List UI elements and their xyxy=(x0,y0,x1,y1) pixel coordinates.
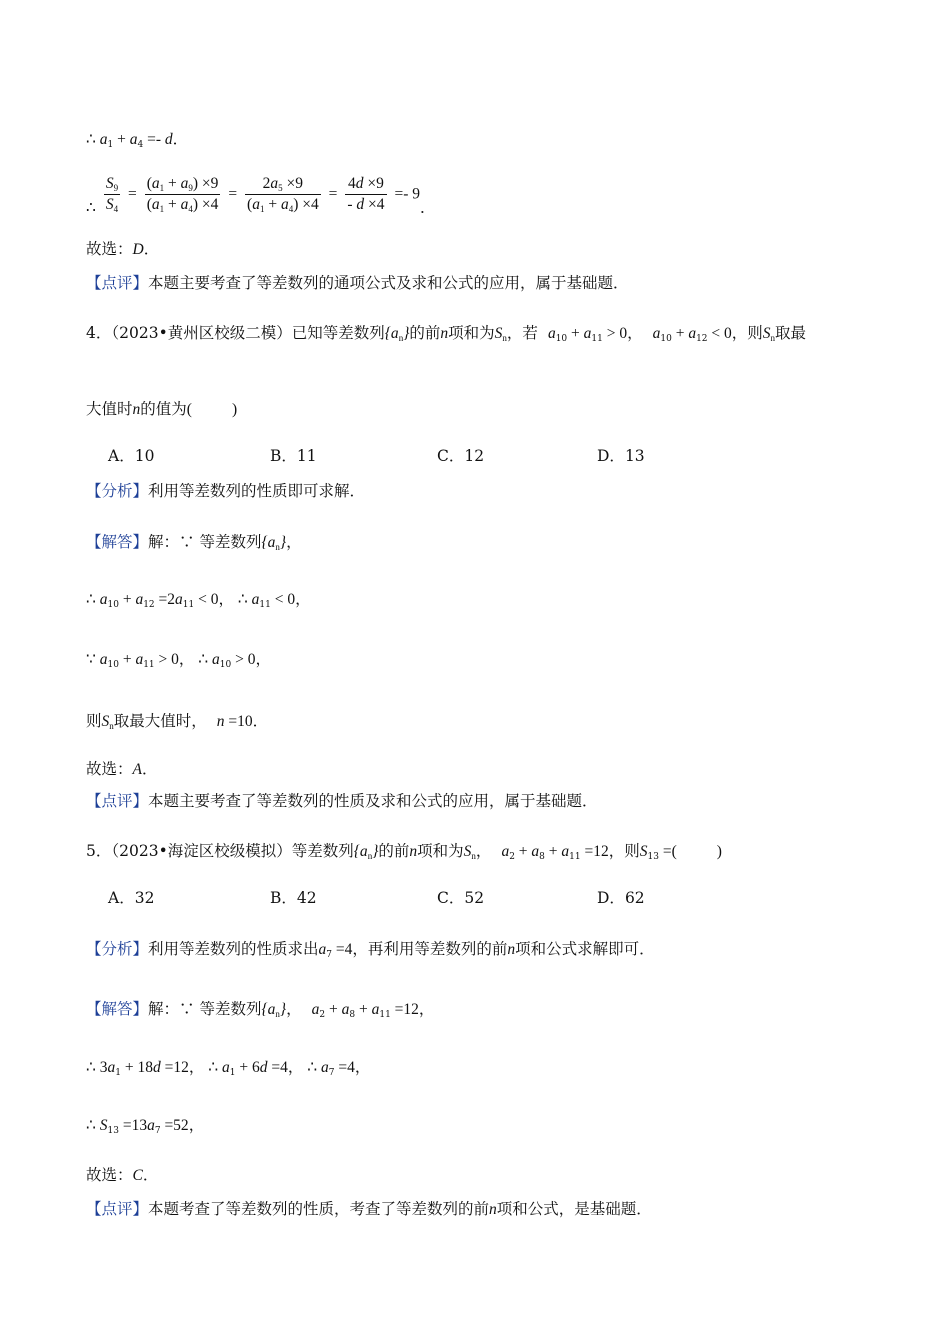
option-label: A． xyxy=(108,889,135,907)
q4-option-a xyxy=(108,444,154,466)
q4-review xyxy=(86,790,598,812)
step-text: 则 xyxy=(86,712,102,730)
q4-number: 4． xyxy=(86,324,112,342)
q5-option-c xyxy=(437,886,484,908)
q5-option-d xyxy=(597,886,645,908)
analysis-text: 利用等差数列的性质求出 xyxy=(148,940,319,958)
q5-source: （2023•海淀区校级模拟） xyxy=(111,842,292,860)
option-value: 42 xyxy=(296,889,317,907)
q3-step-a1-a4: ∴ $a_1 + a_4 =- d$． xyxy=(86,130,189,150)
q4-stem-text: 的值为 xyxy=(140,400,187,418)
review-text: 本题主要考查了等差数列的通项公式及求和公式的应用，属于基础题． xyxy=(148,274,629,292)
q5-stem-text: 的前 xyxy=(378,842,410,860)
q4-stem-text: ，若 xyxy=(506,324,538,342)
q4-stem-text: 的前 xyxy=(409,324,441,342)
option-label: B． xyxy=(270,889,297,907)
q4-source: （2023•黄州区校级二模） xyxy=(111,324,292,342)
option-value: 13 xyxy=(624,447,645,465)
answer-letter: C xyxy=(132,1167,143,1184)
solution-intro: 解：∵ 等差数列 xyxy=(148,533,262,551)
q4-stem-text: 大值时 xyxy=(86,400,133,418)
q3-fraction-line: ∴ $\frac{S_9}{S_4}$ = $\frac{(a_1 + a_9) \times 9}{(a_1 + a_4) \times 4}$ = $\frac{2a_5 \times 9}{(a_1 + a_4) \times 4}$ = $\frac{4d \times 9}{- d \times 4}$ =- 9． xyxy=(86,175,436,217)
q5-stem-text: ，则 xyxy=(608,842,640,860)
answer-label: 故选： xyxy=(86,240,133,258)
q5-solution-intro: 【解答】解：∵ 等差数列$\{a_n\}$， $a_2 + a_8 + a_{11} =12$， xyxy=(86,1000,435,1020)
q4-stem-text: 取最 xyxy=(775,324,807,342)
q4-option-b xyxy=(270,444,317,466)
solution-tag: 【解答】 xyxy=(86,1000,149,1018)
q5-stem-text: ， xyxy=(475,842,492,860)
answer-label: 故选： xyxy=(86,1166,133,1184)
q4-stem-line2: 大值时n的值为( ) xyxy=(86,400,238,418)
analysis-tag: 【分析】 xyxy=(86,482,149,500)
option-label: B． xyxy=(270,447,297,465)
analysis-tag: 【分析】 xyxy=(86,940,149,958)
review-tag: 【点评】 xyxy=(86,1200,149,1218)
q4-step1: ∴ $a_{10} + a_{12} =2a_{11} < 0$， ∴ $a_{11} < 0$， xyxy=(86,590,311,610)
q4-stem-line1: 4．（2023•黄州区校级二模）已知等差数列$\{a_n\}$的前n项和为$S_n$，若 $a_{10} + a_{11} > 0$， $a_{10} + a_{12} < 0$，则$S_n$取最 xyxy=(86,324,807,344)
review-text: 本题主要考查了等差数列的性质及求和公式的应用，属于基础题． xyxy=(148,792,598,810)
q4-stem-text: ，则 xyxy=(731,324,763,342)
q3-answer: 故选：D． xyxy=(86,240,160,258)
q5-review: 【点评】本题考查了等差数列的性质，考查了等差数列的前n项和公式，是基础题． xyxy=(86,1200,652,1218)
q4-solution-intro: 【解答】解：∵ 等差数列$\{a_n\}$， xyxy=(86,533,302,552)
q4-stem-text: ， xyxy=(627,324,643,342)
analysis-text: 利用等差数列的性质即可求解． xyxy=(148,482,366,500)
step-text: 取最大值时， xyxy=(113,712,207,730)
q5-step1: ∴ $3a_1 + 18d =12$， ∴ $a_1 + 6d =4$， ∴ $a_7 =4$， xyxy=(86,1058,371,1078)
answer-letter: A xyxy=(132,761,142,778)
option-label: D． xyxy=(597,447,625,465)
q5-analysis: 【分析】利用等差数列的性质求出$a_7 =4$，再利用等差数列的前n项和公式求解即可． xyxy=(86,940,655,960)
solution-tag: 【解答】 xyxy=(86,533,149,551)
answer-label: 故选： xyxy=(86,760,133,778)
review-tag: 【点评】 xyxy=(86,274,149,292)
review-text: 项和公式，是基础题． xyxy=(496,1200,652,1218)
review-tag: 【点评】 xyxy=(86,792,149,810)
option-label: D． xyxy=(597,889,625,907)
q4-option-c xyxy=(437,444,484,466)
answer-letter: D xyxy=(132,241,144,258)
q3-review xyxy=(86,272,629,294)
q5-answer: 故选：C． xyxy=(86,1166,159,1184)
analysis-text: 项和公式求解即可． xyxy=(515,940,655,958)
option-value: 52 xyxy=(464,889,485,907)
option-value: 11 xyxy=(296,447,317,465)
solution-intro: 解：∵ 等差数列 xyxy=(148,1000,262,1018)
option-label: C． xyxy=(437,889,465,907)
q4-step2: ∵ $a_{10} + a_{11} > 0$， ∴ $a_{10} > 0$， xyxy=(86,650,272,670)
option-value: 12 xyxy=(464,447,485,465)
option-value: 10 xyxy=(134,447,155,465)
q5-step2: ∴ $S_{13} =13a_7 =52$， xyxy=(86,1116,205,1136)
q5-number: 5． xyxy=(86,842,112,860)
option-label: A． xyxy=(108,447,135,465)
option-value: 62 xyxy=(624,889,645,907)
q4-option-d xyxy=(597,444,645,466)
q5-stem-text: 等差数列 xyxy=(291,842,354,860)
q5-option-a xyxy=(108,886,154,908)
analysis-text: ，再利用等差数列的前 xyxy=(352,940,508,958)
q4-stem-text: 项和为 xyxy=(448,324,495,342)
option-value: 32 xyxy=(134,889,155,907)
q4-answer: 故选：A． xyxy=(86,760,158,778)
q5-stem: 5．（2023•海淀区校级模拟）等差数列$\{a_n\}$的前n项和为$S_n$， $a_2 + a_8 + a_{11} =12$，则$S_{13}$ =( ) xyxy=(86,842,722,862)
q4-step3: 则$S_n$取最大值时， n =10． xyxy=(86,712,269,731)
q5-option-b xyxy=(270,886,317,908)
option-label: C． xyxy=(437,447,465,465)
q4-analysis xyxy=(86,480,365,502)
review-text: 本题考查了等差数列的性质，考查了等差数列的前 xyxy=(148,1200,490,1218)
q5-stem-text: 项和为 xyxy=(417,842,464,860)
q4-stem-text: 已知等差数列 xyxy=(291,324,385,342)
